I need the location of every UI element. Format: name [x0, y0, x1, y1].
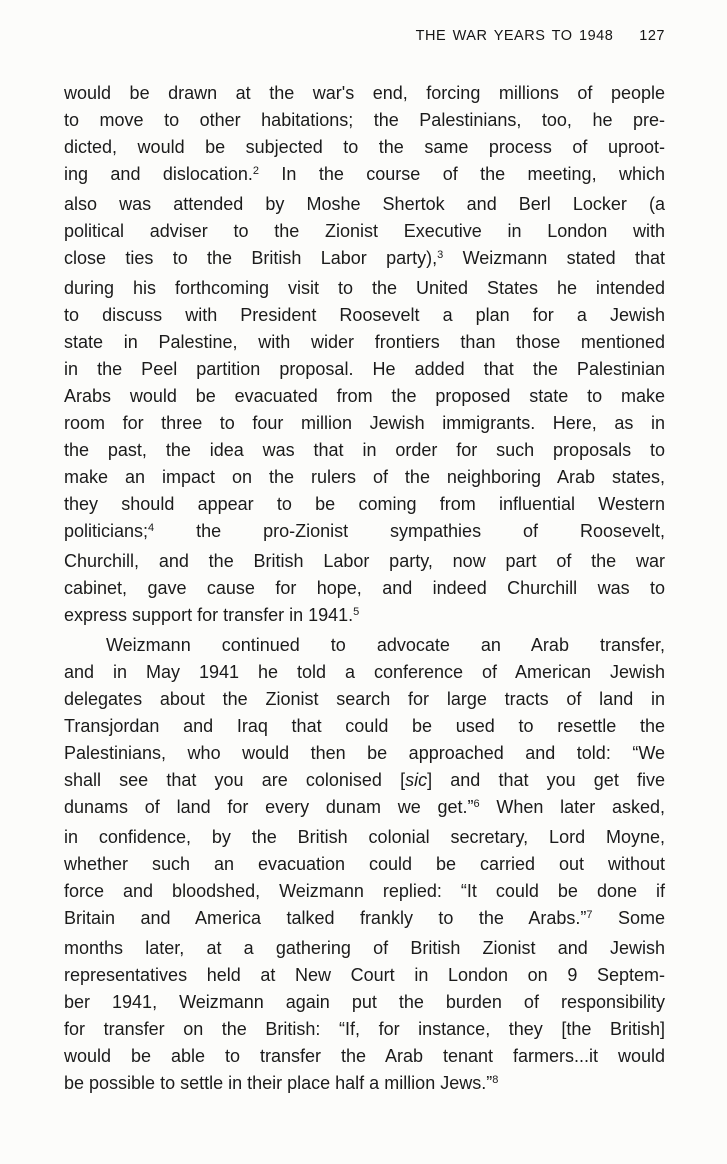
- text-line: [64, 80, 665, 107]
- text-line: [64, 491, 665, 518]
- text-line: [64, 302, 665, 329]
- text-line: [64, 518, 665, 548]
- text-segment: Churchill, and the British Labor party, now part of the war: [64, 551, 665, 571]
- text-line: [64, 794, 665, 824]
- text-segment: Some: [592, 908, 665, 928]
- text-line: [64, 740, 665, 767]
- text-segment: delegates about the Zionist search for large tracts of land in: [64, 689, 665, 709]
- text-segment: cabinet, gave cause for hope, and indeed Churchill was to: [64, 578, 665, 598]
- italic-text: sic: [405, 770, 428, 790]
- text-segment: ber 1941, Weizmann again put the burden of responsibility: [64, 992, 665, 1012]
- text-segment: the past, the idea was that in order for such proposals to: [64, 440, 665, 460]
- footnote-reference: 6: [473, 798, 480, 810]
- text-segment: be possible to settle in their place half a million Jews.”: [64, 1073, 493, 1093]
- text-line: [64, 1070, 665, 1100]
- text-line: [64, 356, 665, 383]
- text-segment: during his forthcoming visit to the United States he intended: [64, 278, 665, 298]
- footnote-reference: 2: [252, 165, 260, 177]
- text-line: [64, 464, 665, 491]
- text-segment: would be drawn at the war's end, forcing millions of people: [64, 83, 665, 103]
- page-header: [416, 28, 665, 44]
- text-line: [64, 935, 665, 962]
- text-segment: close ties to the British Labor party),: [64, 248, 438, 268]
- text-segment: for transfer on the British: “If, for instance, they [the British]: [64, 1019, 665, 1039]
- text-segment: the pro-Zionist sympathies of Roosevelt,: [154, 521, 665, 541]
- text-segment: express support for transfer in 1941.: [64, 605, 354, 625]
- footnote-reference: 8: [492, 1074, 499, 1086]
- paragraph: [64, 80, 665, 632]
- text-line: [64, 1043, 665, 1070]
- text-segment: also was attended by Moshe Shertok and Berl Locker (a: [64, 194, 665, 214]
- footnote-reference: 4: [148, 522, 155, 534]
- footnote-reference: 7: [586, 909, 593, 921]
- text-segment: representatives held at New Court in London on 9 Septem-: [64, 965, 665, 985]
- text-segment: dunams of land for every dunam we get.”: [64, 797, 474, 817]
- text-segment: Transjordan and Iraq that could be used to resettle the: [64, 716, 665, 736]
- text-segment: make an impact on the rulers of the neighboring Arab states,: [64, 467, 665, 487]
- text-line: [64, 962, 665, 989]
- text-line: [64, 410, 665, 437]
- footnote-reference: 5: [353, 606, 360, 618]
- text-line: [64, 824, 665, 851]
- text-line: [64, 713, 665, 740]
- text-line: [64, 548, 665, 575]
- text-line: [64, 245, 665, 275]
- text-segment: political adviser to the Zionist Executive in London with: [64, 221, 665, 241]
- text-segment: room for three to four million Jewish immigrants. Here, as in: [64, 413, 665, 433]
- text-segment: in the Peel partition proposal. He added that the Palestinian: [64, 359, 665, 379]
- text-segment: In the course of the meeting, which: [259, 164, 665, 184]
- text-line: [64, 686, 665, 713]
- text-segment: Britain and America talked frankly to the Arabs.”: [64, 908, 587, 928]
- text-line: [64, 275, 665, 302]
- text-line: [64, 134, 665, 161]
- paragraph: [64, 632, 665, 1100]
- text-segment: state in Palestine, with wider frontiers than those mentioned: [64, 332, 665, 352]
- text-segment: Arabs would be evacuated from the proposed state to make: [64, 386, 665, 406]
- text-segment: politicians;: [64, 521, 149, 541]
- text-line: [64, 437, 665, 464]
- text-segment: Weizmann stated that: [443, 248, 665, 268]
- text-segment: ] and that you get five: [427, 770, 665, 790]
- text-line: [64, 383, 665, 410]
- text-line: [64, 602, 665, 632]
- text-line: [64, 989, 665, 1016]
- text-line: [64, 659, 665, 686]
- text-block: [64, 80, 665, 1100]
- text-segment: in confidence, by the British colonial secretary, Lord Moyne,: [64, 827, 665, 847]
- text-line: [64, 161, 665, 191]
- text-line: [64, 107, 665, 134]
- running-title: THE WAR YEARS TO 1948: [415, 28, 614, 44]
- text-line: [64, 632, 665, 659]
- text-line: [64, 191, 665, 218]
- text-segment: and in May 1941 he told a conference of American Jewish: [64, 662, 665, 682]
- text-segment: months later, at a gathering of British Zionist and Jewish: [64, 938, 665, 958]
- text-segment: shall see that you are colonised [: [64, 770, 406, 790]
- text-segment: to discuss with President Roosevelt a plan for a Jewish: [64, 305, 665, 325]
- text-line: [64, 575, 665, 602]
- text-line: [64, 329, 665, 356]
- text-line: [64, 878, 665, 905]
- text-line: [64, 1016, 665, 1043]
- text-segment: to move to other habitations; the Palestinians, too, he pre-: [64, 110, 665, 130]
- text-segment: would be able to transfer the Arab tenant farmers...it would: [64, 1046, 665, 1066]
- text-segment: Palestinians, who would then be approached and told: “We: [64, 743, 665, 763]
- text-line: [64, 767, 665, 794]
- text-segment: whether such an evacuation could be carried out without: [64, 854, 665, 874]
- text-line: [64, 851, 665, 878]
- text-segment: they should appear to be coming from influential Western: [64, 494, 665, 514]
- page-number: 127: [639, 28, 665, 44]
- text-line: [64, 218, 665, 245]
- text-line: [64, 905, 665, 935]
- text-segment: When later asked,: [479, 797, 665, 817]
- text-segment: ing and dislocation.: [64, 164, 253, 184]
- text-segment: force and bloodshed, Weizmann replied: “It could be done if: [64, 881, 665, 901]
- text-segment: Weizmann continued to advocate an Arab transfer,: [106, 635, 665, 655]
- text-segment: dicted, would be subjected to the same process of uproot-: [64, 137, 665, 157]
- footnote-reference: 3: [437, 249, 444, 261]
